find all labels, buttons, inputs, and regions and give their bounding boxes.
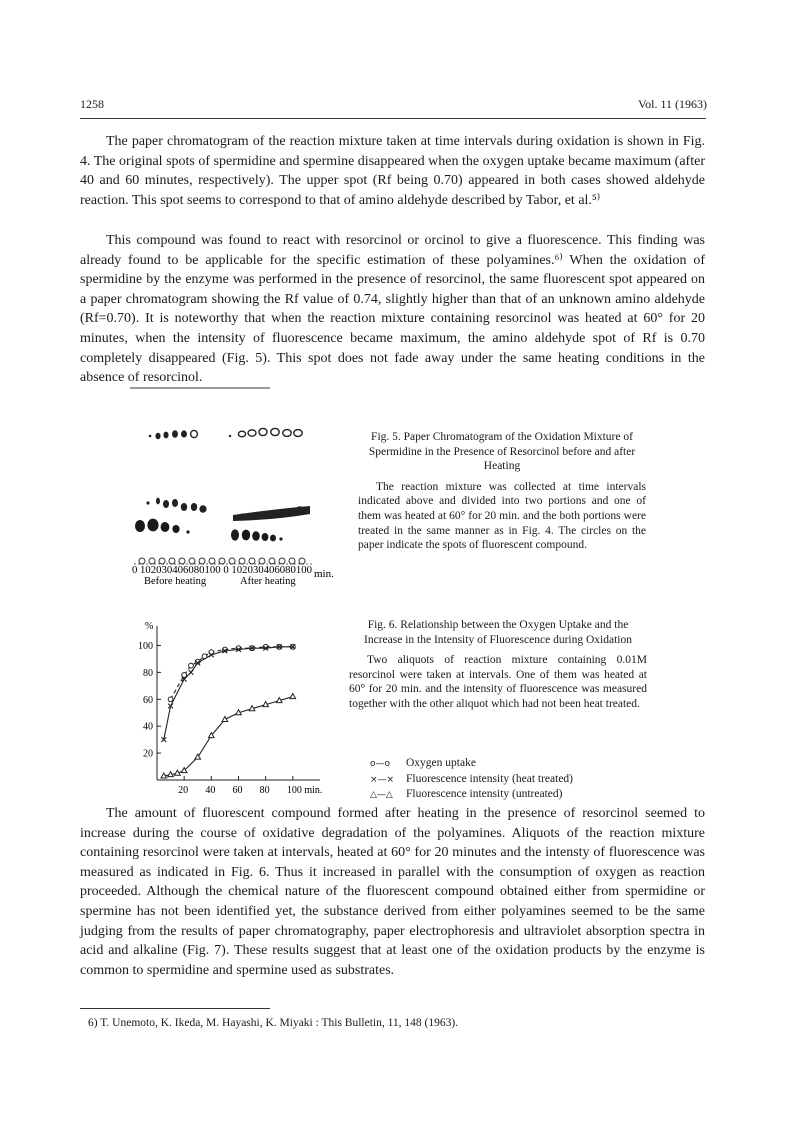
series-oxygen-line [171, 647, 293, 699]
spots-row-middle [146, 498, 310, 521]
footnote: 6) T. Unemoto, K. Ikeda, M. Hayashi, K. Miyaki : This Bulletin, 11, 148 (1963). [88, 1017, 459, 1029]
fig5-title: Fig. 5. Paper Chromatogram of the Oxidation Mixture of Spermidine in the Presence of Resorcinol before and after Heating [368, 431, 636, 473]
paragraph-1: The paper chromatogram of the reaction mixture taken at time intervals during oxidation is shown in Fig. 4. The original spots of spermidine and spermine disappeared when the oxygen uptake became maximum (after 40 and 60 minutes, respectively). The upper spot (Rf being 0.70) appeared in both cases showed aldehyde reaction. This spot seems to correspond to that of amino aldehyde described by Tabor, et al.⁵⁾ [80, 134, 705, 208]
fig5-label-before: Before heating [144, 576, 207, 587]
fig5-chromatogram [100, 378, 350, 593]
data-point-untreated [175, 770, 181, 775]
legend-symbol: o—o [370, 759, 391, 769]
data-point-untreated [236, 710, 242, 715]
legend-item-untreated [370, 787, 573, 803]
fig6-chart [105, 618, 335, 803]
fig6-body: Two aliquots of reaction mixture containing 0.01M resorcinol were taken at intervals. One of them was heated at 60° for 20 min. and the intensity of fluorescence was measured together with the other aliquot which had not been heat treated. [349, 654, 647, 710]
paragraph-2: This compound was found to react with resorcinol or orcinol to give a fluorescence. This finding was already found to be applicable for the specific estimation of these polyamines.⁶⁾ When the oxidation of spermidine by the enzyme was performed in the presence of resorcinol, the same fluorescent spot appeared on a paper chromatogram showing the Rf value of 0.74, slightly higher than that of an unknown amino aldehyde (Rf=0.70). It is noteworthy that when the reaction mixture containing resorcinol was heated at 60° for 20 minutes, when the intensity of fluorescence became maximum, the amino aldehyde spot of Rf is 0.70 completely disappeared (Fig. 5). This spot does not fade away under the same heating conditions in the absence of resorcinol. [80, 233, 705, 386]
legend-item-oxygen [370, 756, 573, 772]
origin-circles [139, 558, 305, 564]
x-tick-label: 40 [205, 785, 216, 796]
x-tick-label: 20 [178, 785, 189, 796]
data-point-untreated [222, 716, 228, 721]
data-point-untreated [161, 773, 167, 778]
legend-label: Fluorescence intensity (heat treated) [406, 772, 573, 785]
y-tick-label: 100 [138, 640, 153, 652]
series-heat-line [164, 647, 293, 740]
paragraph-3: The amount of fluorescent compound formed after heating in the presence of resorcinol seemed to increase during the course of oxidative degradation of the polyamines. Aliquots of the reaction mixture containing resorcinol were taken at intervals, heated at 60° for 20 minutes and the intensty of fluorescence was measured as indicated in Fig. 6. Thus it increased in parallel with the consumption of oxygen as reaction proceeded. Although the chemical nature of the fluorescent compound obtained either from spermidine or spermine has not been identified yet, the substance derived from either polyamines seemed to be the same judging from the results of paper chromatography, paper electrophoresis and ultraviolet absorption spectra in acid and alkaline (Fig. 7). These results suggest that at least one of the oxidation products by the enzyme is common to spermidine and spermine used as substrates. [80, 806, 705, 978]
y-tick-label: 80 [143, 667, 153, 679]
volume-label: Vol. 11 (1963) [638, 97, 707, 111]
page-number: 1258 [80, 97, 104, 111]
y-tick-label: 20 [143, 748, 153, 760]
series-untreated-line [164, 697, 293, 776]
legend-label: Oxygen uptake [406, 757, 476, 769]
data-point-oxygen [189, 663, 194, 668]
data-point-untreated [290, 694, 296, 699]
fig5-label-after: After heating [240, 576, 296, 587]
data-point-untreated [168, 772, 174, 777]
fig5-axis-unit: min. [314, 568, 334, 580]
footnote-rule [80, 1008, 270, 1009]
legend-label: Fluorescence intensity (untreated) [406, 788, 563, 801]
data-point-untreated [249, 706, 255, 711]
fig5-body: The reaction mixture was collected at time intervals indicated above and divided into two portions and one of them was heated at 60° for 20 min. and the both portions were treated in the same manner as in Fig. 4. The circles on the paper indicate the spots of fluorescent compound. [358, 480, 646, 552]
data-point-oxygen [168, 697, 173, 702]
spots-row-top [149, 428, 303, 439]
data-point-untreated [263, 702, 269, 707]
data-point-untreated [276, 698, 282, 703]
legend-symbol: △—△ [370, 790, 393, 801]
fig5-caption [358, 430, 646, 553]
legend-item-heat [370, 772, 573, 788]
y-tick-label: 60 [143, 694, 153, 706]
fig6-legend [370, 756, 573, 803]
x-tick-label: 80 [259, 785, 270, 796]
fig6-title: Fig. 6. Relationship between the Oxygen Uptake and the Increase in the Intensity of Fluorescence during Oxidation [364, 619, 632, 646]
legend-symbol: ×—× [370, 774, 395, 785]
fig6-caption [349, 618, 647, 712]
header-rule [80, 118, 706, 119]
fig5-axis-ticks: 0 102030406080100 0 102030406080100 [132, 565, 312, 576]
data-point-heat [189, 670, 194, 675]
y-axis-label: % [145, 621, 154, 632]
x-tick-label: 100 min. [286, 785, 323, 796]
y-tick-label: 40 [143, 721, 153, 733]
x-tick-label: 60 [232, 785, 243, 796]
spots-row-lower [135, 519, 283, 542]
